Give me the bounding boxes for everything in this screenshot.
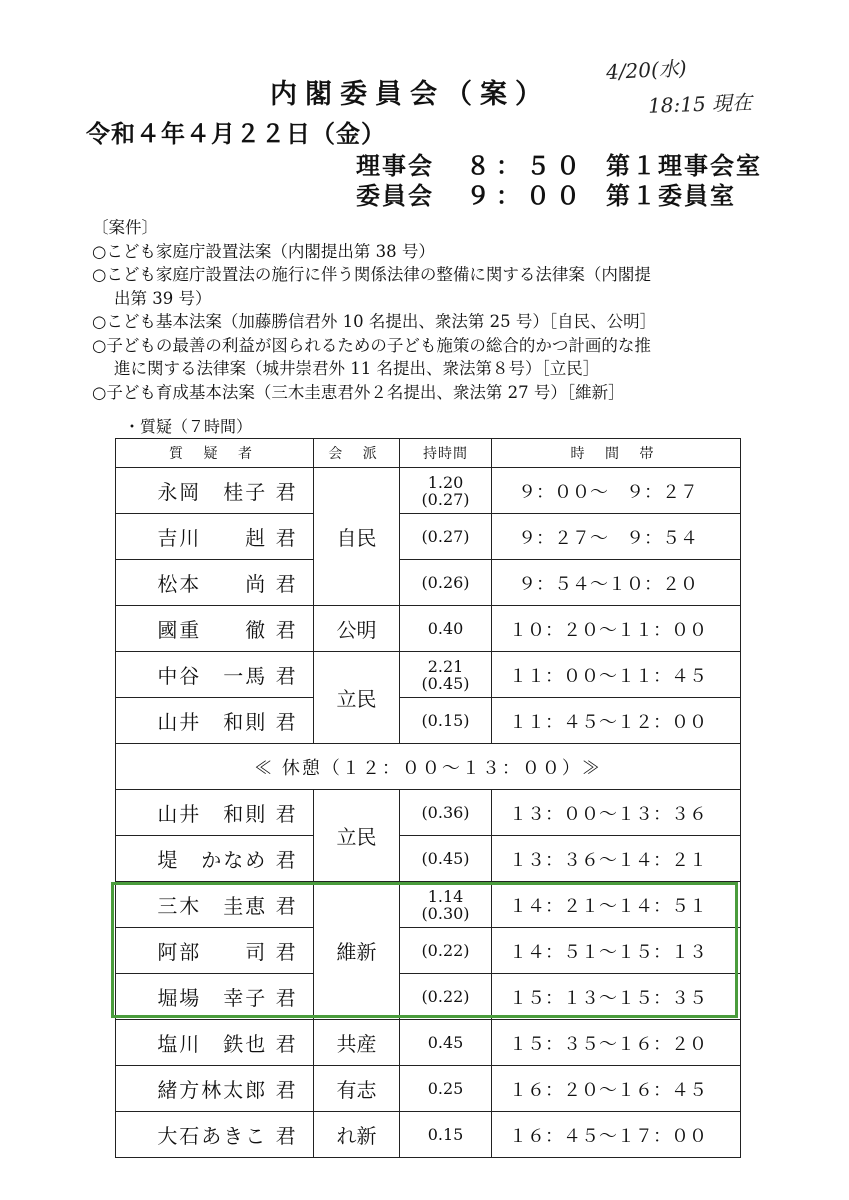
column-header-duration: 持時間 [400, 439, 492, 468]
questioner-name: 國重 徹 君 [116, 606, 314, 652]
case-line: ○子ども育成基本法案（三木圭恵君外２名提出、衆法第 27 号）［維新］ [92, 382, 625, 402]
case-line: 進に関する法律案（城井崇君外 11 名提出、衆法第８号）［立民］ [114, 359, 600, 378]
questioner-name: 阿部 司 君 [116, 928, 314, 974]
duration-value: (0.27) [421, 527, 470, 546]
questioner-name: 吉川 赳 君 [116, 514, 314, 560]
faction-cell: 有志 [314, 1066, 400, 1112]
time-slot: ９：５４～１０：２０ [492, 560, 741, 606]
time-slot: １５：１３～１５：３５ [492, 974, 741, 1020]
table-row [116, 790, 741, 836]
table-row [116, 560, 741, 606]
column-header-faction: 会 派 [314, 439, 400, 468]
time-slot: １１：００～１１：４５ [492, 652, 741, 698]
case-line: 出第 39 号） [114, 288, 212, 308]
duration-value: (0.45) [421, 849, 470, 868]
time-slot: １４：２１～１４：５１ [492, 882, 741, 928]
table-header-row [116, 439, 741, 468]
faction-cell: 維新 [314, 882, 400, 1020]
break-row [116, 744, 741, 790]
duration-value: 0.45 [427, 1033, 464, 1052]
table-row [116, 882, 741, 928]
case-line: ○こども家庭庁設置法案（内閣提出第 38 号） [92, 241, 435, 261]
duration-value: (0.22) [421, 941, 470, 960]
break-label: ≪ 休憩（１２：００～１３：００）≫ [116, 744, 741, 790]
questioner-name: 松本 尚 君 [116, 560, 314, 606]
time-slot: ９：２７～ ９：５４ [492, 514, 741, 560]
time-slot: １４：５１～１５：１３ [492, 928, 741, 974]
time-slot: １６：２０～１６：４５ [492, 1066, 741, 1112]
duration-value: (0.22) [421, 987, 470, 1006]
duration-value: 1.14 [427, 886, 464, 906]
duration-cell [400, 514, 492, 560]
duration-cell [400, 606, 492, 652]
cases-heading: 〔案件〕 [92, 218, 158, 237]
duration-value: (0.15) [421, 711, 470, 730]
questioner-name: 大石あきこ 君 [116, 1112, 314, 1158]
questioner-name: 堤 かなめ 君 [116, 836, 314, 882]
meeting-time: ９：００ [466, 182, 586, 210]
time-slot: ９：００～ ９：２７ [492, 468, 741, 514]
faction-cell: 立民 [314, 790, 400, 882]
document-title: 内閣委員会（案） [270, 79, 550, 110]
questioner-name: 三木 圭恵 君 [116, 882, 314, 928]
duration-cell [400, 882, 492, 928]
meeting-row-committee [356, 176, 736, 211]
questioning-heading: ・質疑（７時間） [124, 417, 253, 436]
column-header-slot: 時 間 帯 [492, 439, 741, 468]
duration-value: 2.21 [427, 656, 464, 676]
time-slot: １６：４５～１７：００ [492, 1112, 741, 1158]
faction-cell: 自民 [314, 468, 400, 606]
questioner-name: 緒方林太郎 君 [116, 1066, 314, 1112]
duration-value: 0.15 [427, 1125, 464, 1144]
questioner-name: 堀場 幸子 君 [116, 974, 314, 1020]
duration-cell [400, 468, 492, 514]
duration-value: 0.40 [427, 619, 464, 638]
time-slot: １０：２０～１１：００ [492, 606, 741, 652]
cases-list [92, 240, 792, 405]
meeting-time: ８：５０ [466, 152, 586, 180]
duration-subvalue: (0.27) [421, 489, 470, 509]
table-row [116, 514, 741, 560]
table-row [116, 1112, 741, 1158]
questioner-name: 山井 和則 君 [116, 698, 314, 744]
duration-cell [400, 698, 492, 744]
questioning-schedule-table [115, 438, 741, 1158]
faction-cell: 公明 [314, 606, 400, 652]
questioner-name: 永岡 桂子 君 [116, 468, 314, 514]
table-row [116, 974, 741, 1020]
cases-section [92, 216, 792, 404]
duration-subvalue: (0.30) [421, 903, 470, 923]
duration-cell [400, 1112, 492, 1158]
duration-value: (0.36) [421, 803, 470, 822]
table-row [116, 928, 741, 974]
questioner-name: 塩川 鉄也 君 [116, 1020, 314, 1066]
duration-subvalue: (0.45) [421, 673, 470, 693]
questioner-name: 山井 和則 君 [116, 790, 314, 836]
duration-value: (0.26) [421, 573, 470, 592]
table-row [116, 836, 741, 882]
faction-cell: 立民 [314, 652, 400, 744]
faction-cell: れ新 [314, 1112, 400, 1158]
time-slot: １３：００～１３：３６ [492, 790, 741, 836]
meeting-room: 第１理事会室 [606, 152, 762, 180]
case-line: ○こども基本法案（加藤勝信君外 10 名提出、衆法第 25 号）［自民、公明］ [92, 312, 657, 331]
duration-cell [400, 1020, 492, 1066]
duration-cell [400, 836, 492, 882]
meeting-name: 委員会 [356, 182, 434, 210]
column-header-questioner: 質 疑 者 [116, 439, 314, 468]
handwritten-date: 4/20(水) [605, 55, 688, 85]
meeting-name: 理事会 [356, 152, 434, 180]
meeting-date: 令和４年４月２２日（金） [86, 120, 386, 148]
questioner-name: 中谷 一馬 君 [116, 652, 314, 698]
duration-cell [400, 790, 492, 836]
duration-value: 0.25 [427, 1079, 464, 1098]
case-line: ○子どもの最善の利益が図られるための子ども施策の総合的かつ計画的な推 [92, 335, 651, 355]
duration-cell [400, 1066, 492, 1112]
duration-cell [400, 652, 492, 698]
duration-value: 1.20 [427, 472, 464, 492]
table-row [116, 1020, 741, 1066]
table-row [116, 1066, 741, 1112]
faction-cell: 共産 [314, 1020, 400, 1066]
table-row [116, 698, 741, 744]
time-slot: １１：４５～１２：００ [492, 698, 741, 744]
case-line: ○こども家庭庁設置法の施行に伴う関係法律の整備に関する法律案（内閣提 [92, 265, 651, 284]
time-slot: １５：３５～１６：２０ [492, 1020, 741, 1066]
meeting-room: 第１委員室 [606, 182, 736, 210]
handwritten-time: 18:15 現在 [647, 90, 753, 118]
time-slot: １３：３６～１４：２１ [492, 836, 741, 882]
table-row [116, 468, 741, 514]
duration-cell [400, 928, 492, 974]
table-row [116, 652, 741, 698]
table-row [116, 606, 741, 652]
duration-cell [400, 560, 492, 606]
duration-cell [400, 974, 492, 1020]
